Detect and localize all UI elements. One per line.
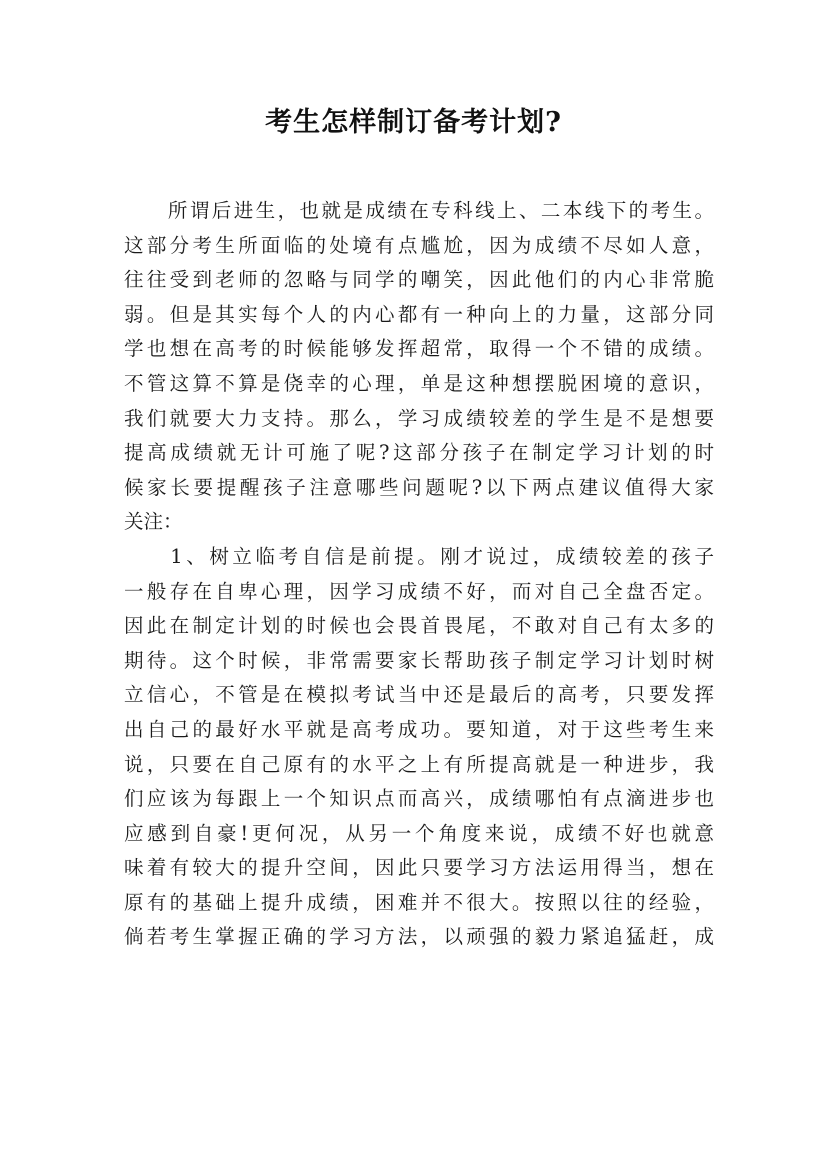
text-line: 关注： [124, 510, 183, 534]
text-line: 不管这算不算是侥幸的心理，单是这种想摆脱困境的意识， [124, 371, 714, 395]
text-line: 一般存在自卑心理，因学习成绩不好，而对自己全盘否定。 [124, 579, 714, 603]
text-line: 期待。这个时候，非常需要家长帮助孩子制定学习计划时树 [124, 648, 714, 672]
text-line: 1、树立临考自信是前提。刚才说过，成绩较差的孩子 [124, 544, 714, 568]
text-line: 立信心，不管是在模拟考试当中还是最后的高考，只要发挥 [124, 683, 714, 707]
text-line: 弱。但是其实每个人的内心都有一种向上的力量，这部分同 [124, 302, 714, 326]
text-line: 学也想在高考的时候能够发挥超常，取得一个不错的成绩。 [124, 337, 714, 361]
text-line: 原有的基础上提升成绩，困难并不很大。按照以往的经验， [124, 890, 714, 914]
text-line: 这部分考生所面临的处境有点尴尬，因为成绩不尽如人意， [124, 233, 714, 257]
document-title: 考生怎样制订备考计划? [265, 107, 562, 138]
text-line: 我们就要大力支持。那么，学习成绩较差的学生是不是想要 [124, 406, 714, 430]
document-body [124, 194, 714, 955]
text-line: 说，只要在自己原有的水平之上有所提高就是一种进步，我 [124, 752, 714, 776]
text-line: 们应该为每跟上一个知识点而高兴，成绩哪怕有点滴进步也 [124, 787, 714, 811]
text-line: 出自己的最好水平就是高考成功。要知道，对于这些考生来 [124, 717, 714, 741]
text-line: 往往受到老师的忽略与同学的嘲笑，因此他们的内心非常脆 [124, 268, 714, 292]
text-line: 味着有较大的提升空间，因此只要学习方法运用得当，想在 [124, 856, 714, 880]
text-line: 应感到自豪!更何况，从另一个角度来说，成绩不好也就意 [124, 821, 714, 845]
text-line: 倘若考生掌握正确的学习方法，以顽强的毅力紧追猛赶，成 [124, 925, 714, 949]
text-line: 所谓后进生，也就是成绩在专科线上、二本线下的考生。 [124, 199, 714, 222]
text-line: 因此在制定计划的时候也会畏首畏尾，不敢对自己有太多的 [124, 614, 714, 638]
text-line: 候家长要提醒孩子注意哪些问题呢?以下两点建议值得大家 [124, 475, 714, 499]
text-line: 提高成绩就无计可施了呢?这部分孩子在制定学习计划的时 [124, 441, 714, 465]
